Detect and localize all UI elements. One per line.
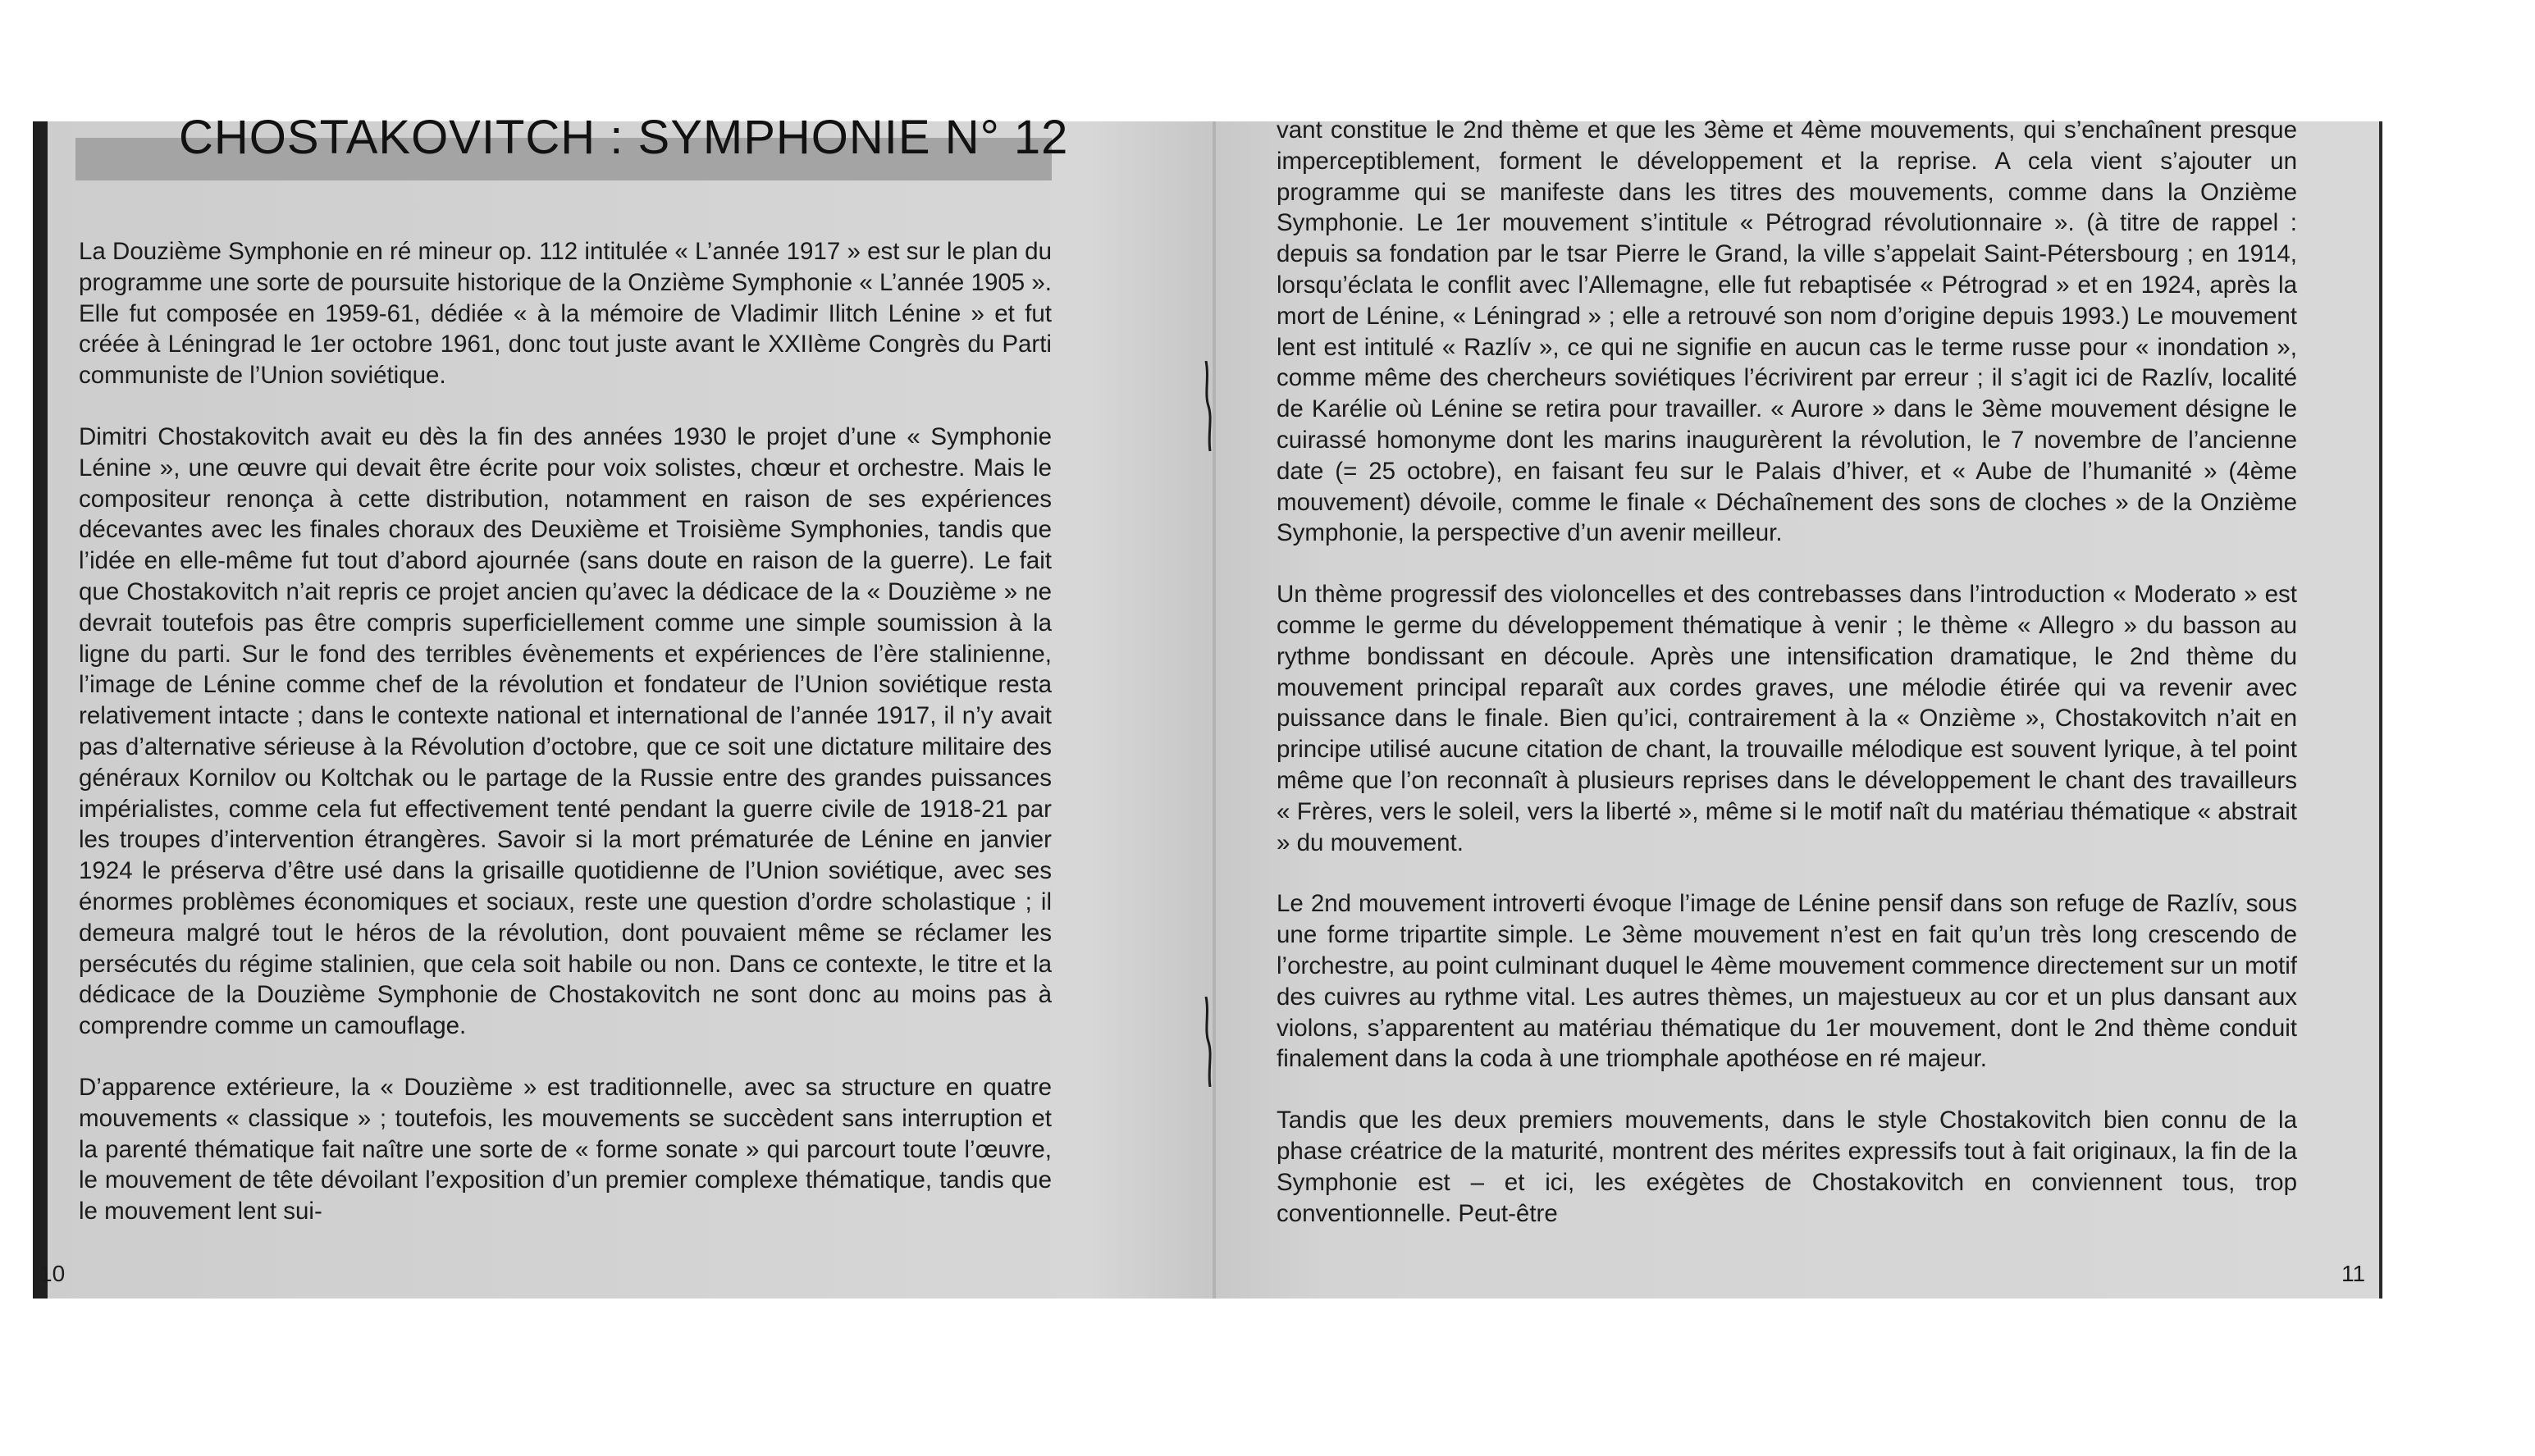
booklet-left-edge [33, 121, 48, 1299]
right-text-column [1277, 115, 2297, 1259]
staple-icon [1203, 361, 1214, 451]
paragraph: Dimitri Chostakovitch avait eu dès la fin des années 1930 le projet d’une « Symphonie Lénine », une œuvre qui devait être écrite pour voix solistes, chœur et orchestre. Mais le compositeur renonça à cette distribution, notamment en raison de ses expériences décevantes avec les finales choraux des Deuxième et Troisième Symphonies, tandis que l’idée en elle-même fut tout d’abord ajournée (sans doute en raison de la guerre). Le fait que Chostakovitch n’ait repris ce projet ancien qu’avec la dédicace de la « Douzième » ne devrait toutefois pas être compris superficiellement comme une simple soumission à la ligne du parti. Sur le fond des terribles évènements et expériences de l’ère stalinienne, l’image de Lénine comme chef de la révolution et fondateur de l’Union soviétique resta relativement intacte ; dans le contexte national et international de l’année 1917, il n’y avait pas d’alternative sérieuse à la Révolution d’octobre, que ce soit une dictature militaire des généraux Kornilov ou Koltchak ou le partage de la Russie entre des grandes puissances impérialistes, comme cela fut effectivement tenté pendant la guerre civile de 1918-21 par les troupes d’intervention étrangères. Savoir si la mort prématurée de Lénine en janvier 1924 le préserva d’être usé dans la grisaille quotidienne de l’Union soviétique, avec ses énormes problèmes économiques et sociaux, reste une question d’ordre scholastique ; il demeura malgré tout le héros de la révolution, dont pouvaient même se réclamer les persécutés du régime stalinien, que cela soit habile ou non. Dans ce contexte, le titre et la dédicace de la Douzième Symphonie de Chostakovitch ne sont donc au moins pas à comprendre comme un camouflage. [79, 422, 1052, 1040]
page-number-left: 10 [39, 1261, 66, 1286]
staple-icon [1203, 997, 1214, 1087]
page-number-right: 11 [2341, 1261, 2366, 1286]
paragraph: vant constitue le 2nd thème et que les 3ème et 4ème mouvements, qui s’enchaînent presque imperceptiblement, forment le développement et la reprise. A cela vient s’ajouter un programme qui se manifeste dans les titres des mouvements, comme dans la Onzième Symphonie. Le 1er mouvement s’intitule « Pétrograd révolutionnaire ». (à titre de rappel : depuis sa fondation par le tsar Pierre le Grand, la ville s’appelait Saint-Pétersbourg ; en 1914, lorsqu’éclata le conflit avec l’Allemagne, elle fut rebaptisée « Pétrograd » et en 1924, après la mort de Lénine, « Léningrad » ; elle a retrouvé son nom d’origine depuis 1993.) Le mouvement lent est intitulé « Razlív », ce qui ne signifie en aucun cas le terme russe pour « inondation », comme même des chercheurs soviétiques l’écrivirent par erreur ; il s’agit ici de Razlív, localité de Karélie où Lénine se retira pour travailler. « Aurore » dans le 3ème mouvement désigne le cuirassé homonyme dont les marins inaugurèrent la révolution, le 7 novembre de l’ancienne date (= 25 octobre), en faisant feu sur le Palais d’hiver, et « Aube de l’humanité » (4ème mouvement) dévoile, comme le finale « Déchaînement des sons de cloches » de la Onzième Symphonie, la perspective d’un avenir meilleur. [1277, 116, 2297, 547]
booklet-right-edge [2379, 121, 2382, 1299]
page-title: CHOSTAKOVITCH : SYMPHONIE N° 12 [179, 111, 1069, 164]
paragraph: D’apparence extérieure, la « Douzième » est traditionnelle, avec sa structure en quatre mouvements « classique » ; toutefois, les mouvements se succèdent sans interruption et la parenté thématique fait naître une sorte de « forme sonate » qui parcourt toute l’œuvre, le mouvement de tête dévoilant l’exposition d’un premier complexe thématique, tandis que le mouvement lent sui- [79, 1073, 1052, 1226]
paragraph: Le 2nd mouvement introverti évoque l’image de Lénine pensif dans son refuge de Razlív, sous une forme tripartite simple. Le 3ème mouvement n’est en fait qu’un très long crescendo de l’orchestre, au point culminant duquel le 4ème mouvement commence directement sur un motif des cuivres au rythme vital. Les autres thèmes, un majestueux au cor et un plus dansant aux violons, s’apparentent au matériau thématique du 1er mouvement, dont le 2nd thème conduit finalement dans la coda à une triomphale apothéose en ré majeur. [1277, 890, 2297, 1073]
paragraph: Tandis que les deux premiers mouvements, dans le style Chostakovitch bien connu de la phase créatrice de la maturité, montrent des mérites expressifs tout à fait originaux, la fin de la Symphonie est – et ici, les exégètes de Chostakovitch en conviennent tous, trop conventionnelle. Peut-être [1277, 1107, 2297, 1227]
paragraph: La Douzième Symphonie en ré mineur op. 112 intitulée « L’année 1917 » est sur le plan du programme une sorte de poursuite historique de la Onzième Symphonie « L’année 1905 ». Elle fut composée en 1959-61, dédiée « à la mémoire de Vladimir Ilitch Lénine » et fut créée à Léningrad le 1er octobre 1961, donc tout juste avant le XXIIème Congrès du Parti communiste de l’Union soviétique. [79, 238, 1052, 390]
paragraph: Un thème progressif des violoncelles et des contrebasses dans l’introduction « Moderato » est comme le germe du développement thématique à venir ; le thème « Allegro » du basson au rythme bondissant en découle. Après une intensification dramatique, le 2nd thème du mouvement principal reparaît aux cordes graves, une mélodie étirée qui va revenir avec puissance dans le finale. Bien qu’ici, contrairement à la « Onzième », Chostakovitch n’ait en principe utilisé aucune citation de chant, la trouvaille mélodique est souvent lyrique, à tel point même que l’on reconnaît à plusieurs reprises dans le développement le chant des travailleurs « Frères, vers le soleil, vers la liberté », même si le motif naît du matériau thématique « abstrait » du mouvement. [1277, 581, 2297, 856]
left-text-column [79, 236, 1052, 1257]
